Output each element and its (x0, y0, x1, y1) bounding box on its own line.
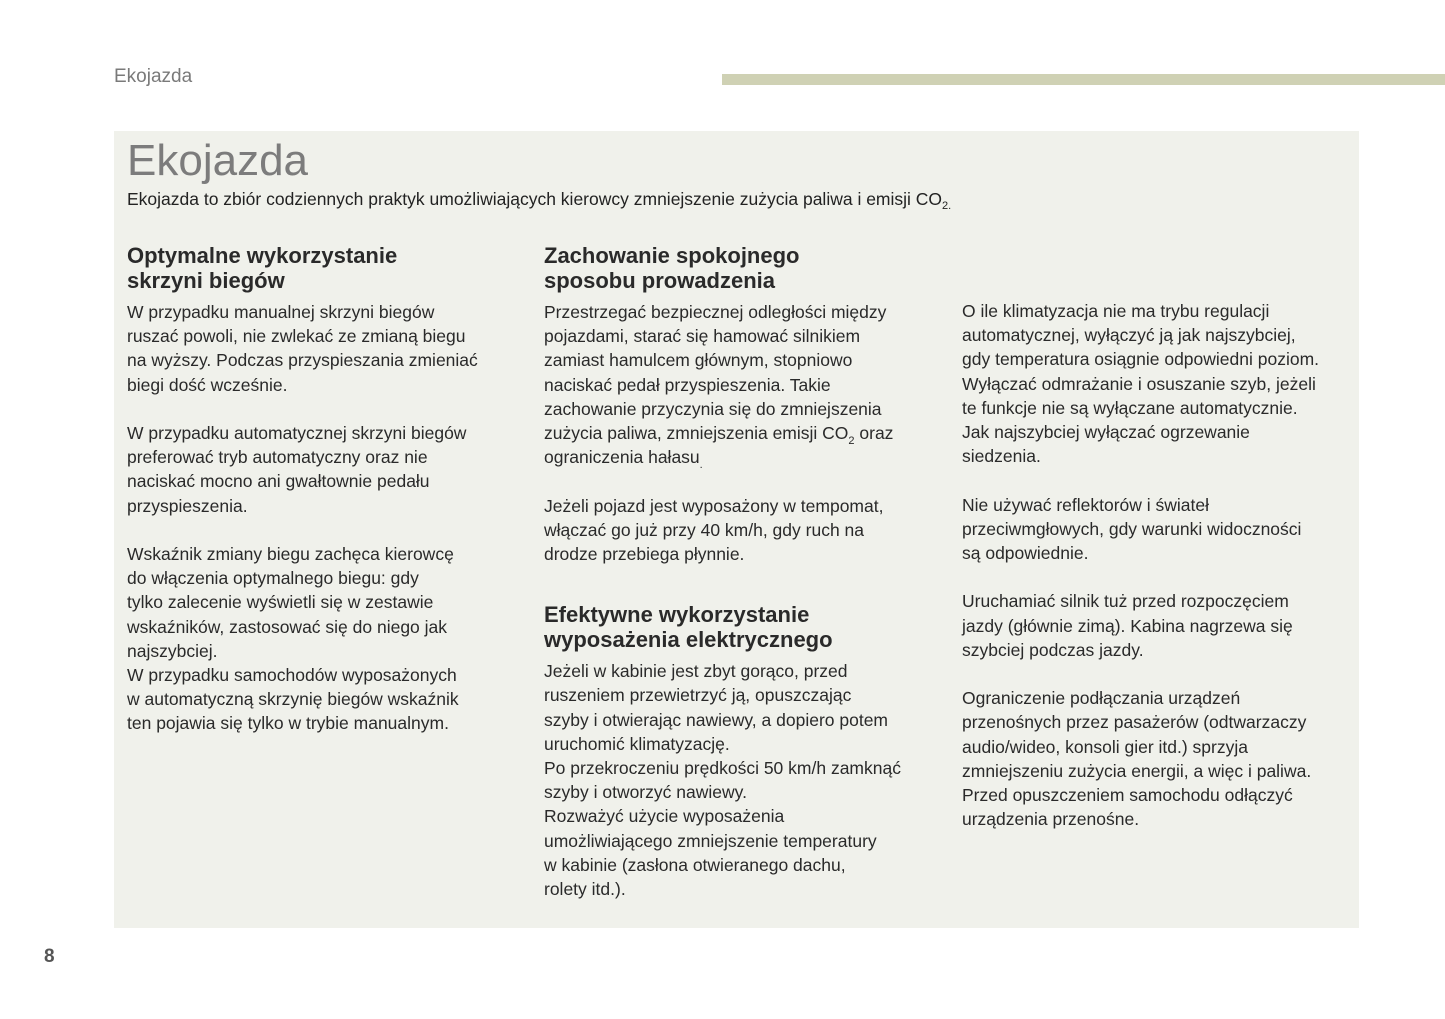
line: w kabinie (zasłona otwieranego dachu, (544, 854, 846, 875)
line: przenośnych przez pasażerów (odtwarzaczy (962, 712, 1307, 733)
line: Ograniczenie podłączania urządzeń (962, 688, 1241, 709)
line: te funkcje nie są wyłączane automatycznie. (962, 397, 1298, 418)
paragraph-manual-gearbox (127, 300, 517, 397)
co2-text: zużycia paliwa, zmniejszenia emisji CO (544, 423, 849, 444)
line: W przypadku automatycznej skrzyni biegów (127, 423, 467, 443)
column-1 (127, 243, 517, 736)
column-3 (962, 299, 1352, 831)
line: ograniczenia hałasu (544, 447, 700, 468)
heading-electrical-line1: Efektywne wykorzystanie (544, 602, 810, 628)
heading-calm-driving-line2: sposobu prowadzenia (544, 268, 776, 293)
line: urządzenia przenośne. (962, 809, 1140, 830)
line-co2 (544, 423, 894, 448)
heading-electrical-equipment (544, 602, 939, 652)
line: do włączenia optymalnego biegu: gdy (127, 568, 419, 589)
line: szyby i otwierając nawiewy, a dopiero potem (544, 709, 889, 730)
line: W przypadku manualnej skrzyni biegów (127, 302, 435, 322)
line: drodze przebiega płynnie. (544, 544, 745, 565)
co2-subscript: 2 (848, 435, 855, 448)
paragraph-safe-distance (544, 300, 939, 472)
heading-gearbox (127, 243, 517, 293)
line: Jeżeli pojazd jest wyposażony w tempomat, (544, 495, 884, 516)
trailing-dot: . (699, 459, 703, 472)
section-label: Ekojazda (114, 66, 193, 87)
line: uruchomić klimatyzację. (544, 733, 730, 754)
line: zamiast hamulcem głównym, stopniowo (544, 350, 853, 371)
line: rolety itd.). (544, 879, 626, 900)
line: na wyższy. Podczas przyspieszania zmieniać (127, 350, 478, 371)
line: naciskać pedał przyspieszenia. Takie (544, 374, 831, 395)
heading-gearbox-line1: Optymalne wykorzystanie (127, 243, 398, 268)
line: Jak najszybciej wyłączać ogrzewanie (962, 422, 1250, 443)
line: gdy temperatura osiągnie odpowiedni poziom. (962, 349, 1320, 370)
line: najszybciej. (127, 640, 218, 661)
page-number: 8 (44, 946, 55, 967)
line: ruszeniem przewietrzyć ją, opuszczając (544, 685, 852, 706)
line: zmniejszeniu zużycia energii, a więc i paliwa. (962, 760, 1312, 781)
line: Uruchamiać silnik tuż przed rozpoczęciem (962, 591, 1289, 612)
line: audio/wideo, konsoli gier itd.) sprzyja (962, 736, 1248, 757)
line: włączać go już przy 40 km/h, gdy ruch na (544, 519, 865, 540)
heading-calm-driving (544, 243, 939, 293)
line: zachowanie przyczynia się do zmniejszenia (544, 398, 882, 419)
line: wskaźników, zastosować się do niego jak (127, 616, 448, 637)
paragraph-gear-indicator (127, 542, 517, 736)
intro-text (127, 188, 951, 217)
line: ten pojawia się tylko w trybie manualnym. (127, 713, 449, 734)
line: Wskaźnik zmiany biegu zachęca kierowcę (127, 544, 454, 564)
paragraph-automatic-gearbox (127, 421, 517, 518)
line: Przed opuszczeniem samochodu odłączyć (962, 785, 1293, 806)
line: tylko zalecenie wyświetli się w zestawie (127, 592, 434, 613)
line: umożliwiającego zmniejszenie temperatury (544, 830, 877, 851)
line: biegi dość wcześnie. (127, 374, 288, 395)
line: O ile klimatyzacja nie ma trybu regulacji (962, 301, 1270, 321)
line: Jeżeli w kabinie jest zbyt gorąco, przed (544, 661, 848, 682)
line: preferować tryb automatyczny oraz nie (127, 447, 428, 468)
paragraph-cruise-control (544, 494, 939, 567)
line: naciskać mocno ani gwałtownie pedału (127, 471, 430, 492)
paragraph-fog-lights (962, 493, 1352, 566)
line: Rozważyć użycie wyposażenia (544, 806, 785, 827)
heading-gearbox-line2: skrzyni biegów (127, 268, 285, 293)
line: jazdy (głównie zimą). Kabina nagrzewa się (962, 615, 1293, 636)
line: Po przekroczeniu prędkości 50 km/h zamknąć (544, 758, 901, 779)
intro-subscript: 2. (942, 200, 952, 212)
heading-calm-driving-line1: Zachowanie spokojnego (544, 243, 800, 268)
paragraph-ventilation (544, 659, 939, 901)
intro-main: Ekojazda to zbiór codziennych praktyk umożliwiających kierowcy zmniejszenie zużycia paliwa i emisji CO (127, 189, 943, 209)
column-2 (544, 243, 939, 901)
heading-electrical-line2: wyposażenia elektrycznego (544, 627, 833, 653)
paragraph-air-conditioning (962, 299, 1352, 468)
header-rule (722, 74, 1445, 85)
line: Przestrzegać bezpiecznej odległości między (544, 302, 887, 322)
line: W przypadku samochodów wyposażonych (127, 665, 457, 686)
line: przyspieszenia. (127, 495, 248, 516)
paragraph-engine-start (962, 589, 1352, 662)
page-title: Ekojazda (127, 136, 309, 185)
line: w automatyczną skrzynię biegów wskaźnik (127, 689, 459, 710)
line: ruszać powoli, nie zwlekać ze zmianą biegu (127, 326, 466, 347)
co2-after: oraz (854, 423, 894, 444)
line: automatycznej, wyłączyć ją jak najszybciej, (962, 325, 1296, 346)
line: przeciwmgłowych, gdy warunki widoczności (962, 518, 1302, 539)
line: szyby i otworzyć nawiewy. (544, 782, 747, 803)
line: są odpowiednie. (962, 543, 1089, 564)
line: szybciej podczas jazdy. (962, 639, 1144, 660)
line: pojazdami, starać się hamować silnikiem (544, 326, 861, 347)
line: siedzenia. (962, 446, 1041, 467)
line: Wyłączać odmrażanie i osuszanie szyb, jeżeli (962, 373, 1316, 394)
paragraph-portable-devices (962, 686, 1352, 831)
line: Nie używać reflektorów i świateł (962, 494, 1210, 515)
